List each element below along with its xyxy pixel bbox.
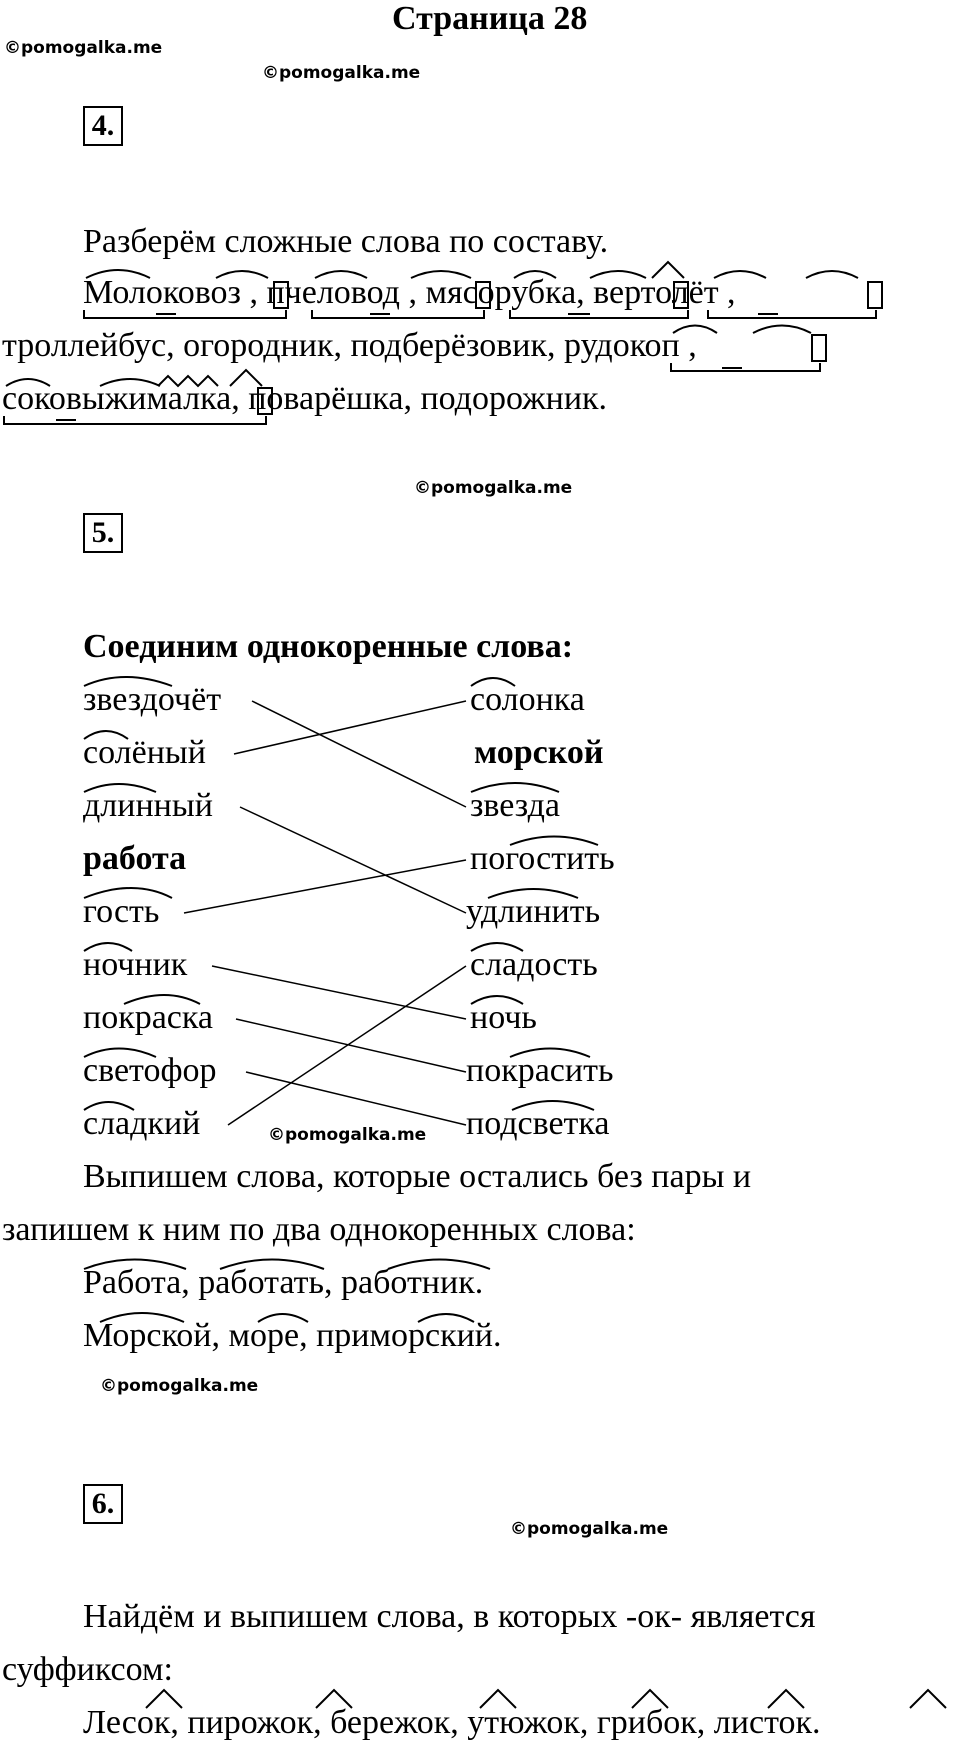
ex4-line3: соковыжималка, поварёшка, подорожник. <box>2 380 608 417</box>
left-word-zvezdochet: звездочёт <box>83 681 222 718</box>
right-word-pokrasit: покрасить <box>466 1052 614 1089</box>
page-title: Страница 28 <box>392 0 588 37</box>
ex6-line2: суффиксом: <box>2 1651 173 1688</box>
left-word-solyony: солёный <box>83 734 206 771</box>
ex6-line1: Найдём и выпишем слова, в которых -ок- является <box>83 1598 816 1635</box>
watermark: ©pomogalka.me <box>414 478 573 498</box>
left-word-dlinny: длинный <box>83 787 213 824</box>
watermark: ©pomogalka.me <box>100 1376 259 1396</box>
left-word-nochnik: ночник <box>83 946 188 983</box>
left-word-gost: гость <box>83 893 160 930</box>
exercise-number-5: 5. <box>83 513 123 553</box>
exercise-number-6: 6. <box>83 1484 123 1524</box>
ex6-line3: Лесок, пирожок, бережок, утюжок, грибок, листок. <box>83 1704 821 1741</box>
ex5-answer1: Работа, работать, работник. <box>83 1264 484 1301</box>
watermark: ©pomogalka.me <box>262 63 421 83</box>
ex4-intro: Разберём сложные слова по составу. <box>83 223 609 260</box>
exercise-number-4: 4. <box>83 106 123 146</box>
ex5-note-line1: Выпишем слова, которые остались без пары и <box>83 1158 752 1195</box>
ex5-answer2: Морской, море, приморский. <box>83 1317 502 1354</box>
right-word-zvezda: звезда <box>470 787 560 824</box>
ex5-note-line2: запишем к ним по два однокоренных слова: <box>2 1211 636 1248</box>
right-word-pogostit: погостить <box>470 840 615 877</box>
watermark: ©pomogalka.me <box>4 38 163 58</box>
watermark: ©pomogalka.me <box>268 1125 427 1145</box>
right-word-morskoy: морской <box>474 734 604 771</box>
ex4-line2: троллейбус, огородник, подберёзовик, рудокоп , <box>2 327 697 364</box>
watermark: ©pomogalka.me <box>510 1519 669 1539</box>
left-word-pokraska: покраска <box>83 999 213 1036</box>
left-word-rabota: работа <box>83 840 187 877</box>
left-word-svetofor: светофор <box>83 1052 217 1089</box>
left-word-sladky: сладкий <box>83 1105 201 1142</box>
ex5-heading: Соединим однокоренные слова: <box>83 628 574 665</box>
right-word-podsvetka: подсветка <box>466 1105 610 1142</box>
ex4-line1: Молоковоз , пчеловод , мясорубка, вертолёт , <box>83 274 736 311</box>
right-word-sladost: сладость <box>470 946 598 983</box>
right-word-noch: ночь <box>470 999 537 1036</box>
right-word-solonka: солонка <box>470 681 585 718</box>
right-word-udlinit: удлинить <box>466 893 601 930</box>
